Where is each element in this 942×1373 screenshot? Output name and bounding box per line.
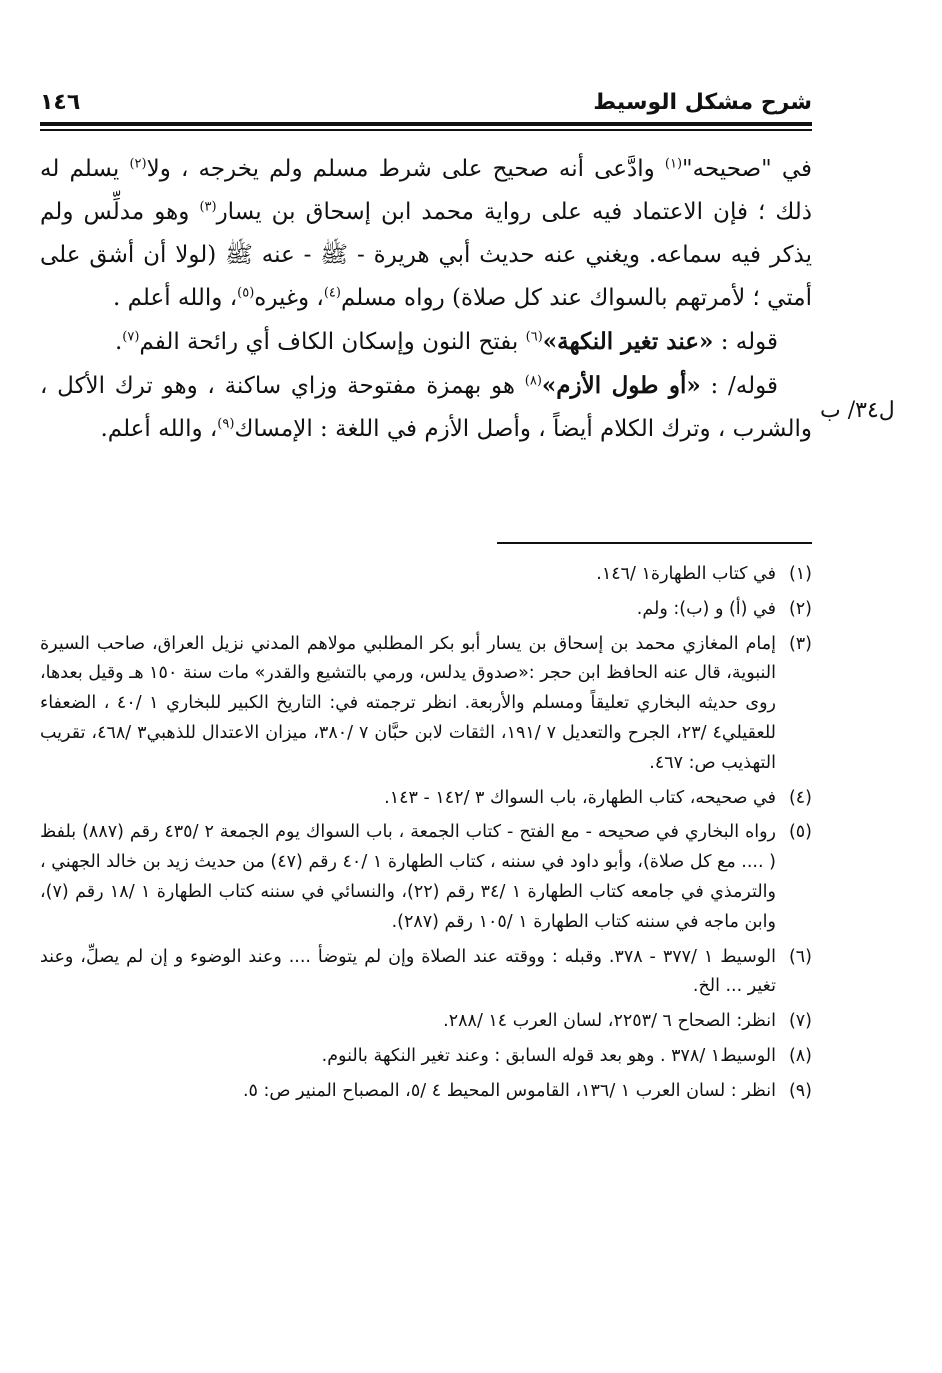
footnote-ref[interactable]: (٦) [525,329,543,345]
footnote-ref[interactable]: (٨) [524,373,542,389]
footnotes [40,560,812,1112]
page-header [40,88,812,120]
footnote-number: (١) [788,564,812,584]
footnote [40,630,812,779]
text-run: ، والله أعلم . [112,285,238,311]
footnote [40,595,812,625]
footnote-text: الوسيط ١ /٣٧٧ - ٣٧٨. وقبله : ووقته عند الصلاة وإن لم يتوضأ .... وعند الوضوء و إن لم يصلِّ، وعند تغير ... الخ. [40,946,776,997]
quoted-term: «أو طول الأزم» [541,372,701,399]
running-title: شرح مشكل الوسيط [593,90,812,115]
footnote-text: انظر : لسان العرب ١ /١٣٦، القاموس المحيط ٤ /٥، المصباح المنير ص: ٥. [242,1080,776,1101]
footnote-number: (٨) [788,1045,812,1066]
paragraph-1 [40,148,812,320]
footnote-text: في (أ) و (ب): ولم. [636,598,776,619]
text-run: قوله/ : [700,373,778,399]
footnote [40,943,812,1003]
footnote [40,1007,812,1037]
main-text [40,148,812,451]
text-run: هو بهمزة مفتوحة وزاي ساكنة ، وهو ترك الأكل ، والشرب ، وترك الكلام أيضاً ، وأصل الأزم في اللغة : الإمساك [40,373,812,442]
text-run: وادَّعى أنه صحيح على شرط مسلم ولم يخرجه ، ولا [146,156,665,182]
footnote-number: (٧) [788,1011,812,1032]
paragraph-3 [40,364,812,451]
header-rule-thick [40,122,812,126]
footnote-text: انظر: الصحاح ٦ /٢٢٥٣، لسان العرب ١٤ /٢٨٨. [443,1011,776,1032]
text-run: . [114,329,123,355]
page-number: ١٤٦ [40,90,81,115]
footnote [40,818,812,937]
footnote-number: (٣) [788,633,812,654]
text-run: في "صحيحه" [682,156,812,182]
manuscript-folio-marker: ل٣٤/ ب [820,398,895,423]
footnote [40,1042,812,1072]
paragraph-2 [40,320,812,364]
quoted-term: «عند تغير النكهة» [542,328,714,355]
text-run: ، والله أعلم. [100,416,218,442]
footnote-text: رواه البخاري في صحيحه - مع الفتح - كتاب الجمعة ، باب السواك يوم الجمعة ٢ /٤٣٥ رقم (٨٨٧) بلفظ ( .... مع كل صلاة)، وأبو داود في سننه ، كتاب الطهارة ١ /٤٠ رقم (٤٧) من حديث زيد بن خالد الجهني ، والترمذي في جامعه كتاب الطهارة ١ /٣٤ رقم (٢٢)، والنسائي في سننه كتاب الطهارة ١ /١٨ رقم (٧)، وابن ماجه في سننه كتاب الطهارة ١ /١٠٥ رقم (٢٨٧). [40,822,776,932]
footnote-ref[interactable]: (٢) [129,156,147,172]
footnote-ref[interactable]: (٧) [122,329,140,345]
header-rule-thin [40,129,812,131]
footnote-ref[interactable]: (١) [664,156,683,172]
footnote-text: الوسيط١ /٣٧٨ . وهو بعد قوله السابق : وعند تغير النكهة بالنوم. [321,1045,776,1066]
text-run: ، وغيره [254,285,324,311]
text-run: بفتح النون وإسكان الكاف أي رائحة الفم [139,329,526,355]
footnote [40,784,812,814]
footnote [40,1077,812,1107]
text-run: قوله : [713,329,778,355]
footnote-number: (٢) [788,598,812,619]
footnote-ref[interactable]: (٥) [237,285,255,301]
footnote-number: (٩) [788,1080,812,1101]
footnote-number: (٤) [788,787,812,808]
text-run: يسلم له ذلك ؛ فإن الاعتماد فيه على رواية محمد ابن إسحاق بن يسار [40,156,812,225]
footnote-text: إمام المغازي محمد بن إسحاق بن يسار أبو بكر المطلبي مولاهم المدني نزيل العراق، صاحب السيرة النبوية، قال عنه الحافظ ابن حجر :«صدوق يدلس، ورمي بالتشيع والقدر» مات سنة ١٥٠ هـ وقيل بعدها، روى حديثه البخاري تعليقاً ومسلم والأربعة. انظر ترجمته في: التاريخ الكبير للبخاري ١ /٤٠ ، الضعفاء للعقيلي٤ /٢٣، الجرح والتعديل ٧ /١٩١، الثقات لابن حبَّان ٧ /٣٨٠، ميزان الاعتدال للذهبي٣ /٤٦٨، تقريب التهذيب ص: ٤٦٧. [40,633,777,773]
footnote-text: في صحيحه، كتاب الطهارة، باب السواك ٣ /١٤٢ - ١٤٣. [384,787,776,808]
text-run: وهو مدلِّس ولم يذكر فيه سماعه. ويغني عنه حديث أبي هريرة - ﷺ - عنه ﷺ (لولا أن أشق على أمتي ؛ لأمرتهم بالسواك عند كل صلاة) رواه مسلم [40,199,812,311]
footnote-number: (٥) [788,822,812,843]
footnote [40,560,812,590]
footnote-text: في كتاب الطهارة١ /١٤٦. [596,564,776,584]
footnote-ref[interactable]: (٩) [217,416,235,432]
footnote-ref[interactable]: (٣) [199,199,217,215]
footnote-separator [497,542,812,544]
footnote-ref[interactable]: (٤) [323,285,341,301]
footnote-number: (٦) [788,946,812,967]
